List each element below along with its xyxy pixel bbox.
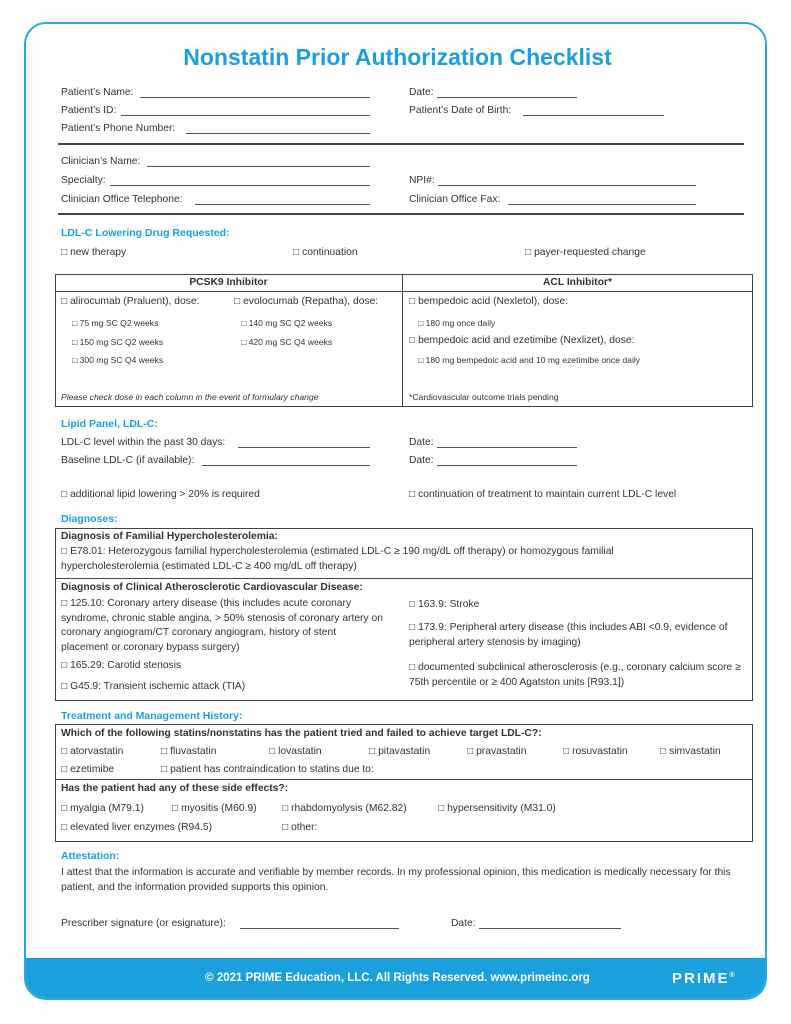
new-therapy-checkbox[interactable]: □ new therapy <box>61 247 127 258</box>
signature-date-label: Date: <box>451 918 476 929</box>
ldl-date-label: Date: <box>409 437 434 448</box>
lipid-panel-heading: Lipid Panel, LDL-C: <box>61 418 158 430</box>
fh-checkbox[interactable]: □ E78.01: Heterozygous familial hypercholesterolemia (estimated LDL-C ≥ 190 mg/dL off therapy) or homozygous familial <box>61 546 614 557</box>
npi-field[interactable] <box>438 185 696 186</box>
form-frame <box>24 22 767 1000</box>
tia-checkbox[interactable]: □ G45.9: Transient ischemic attack (TIA) <box>61 681 246 692</box>
bempedoic-checkbox[interactable]: □ bempedoic acid (Nexletol), dose: <box>409 296 569 307</box>
pcsk9-note: Please check dose in each column in the event of formulary change <box>61 392 319 402</box>
alirocumab-checkbox[interactable]: □ alirocumab (Praluent), dose: <box>61 296 200 307</box>
patient-id-label: Patient’s ID: <box>61 105 117 116</box>
treatment-heading: Treatment and Management History: <box>61 710 243 722</box>
clinician-telephone-field[interactable] <box>195 204 370 205</box>
baseline-ldl-field[interactable] <box>202 465 370 466</box>
copyright-text: © 2021 PRIME Education, LLC. All Rights Reserved. www.primeinc.org <box>205 972 590 984</box>
bempedoic-ezetimibe-checkbox[interactable]: □ bempedoic acid and ezetimibe (Nexlizet), dose: <box>409 335 635 346</box>
patient-name-label: Patient’s Name: <box>61 87 134 98</box>
side-effects-question: Has the patient had any of these side effects?: <box>61 783 289 794</box>
prime-logo <box>672 970 735 987</box>
patient-id-field[interactable] <box>121 115 370 116</box>
acl-note: *Cardiovascular outcome trials pending <box>409 392 559 402</box>
continuation-treatment-checkbox[interactable]: □ continuation of treatment to maintain current LDL-C level <box>409 489 677 500</box>
clinician-name-field[interactable] <box>147 166 370 167</box>
npi-label: NPI#: <box>409 175 435 186</box>
attestation-text: I attest that the information is accurate and verifiable by member records. In my professional opinion, this medication is medically necessary for this patient, and the information provided supports this opinion. <box>61 867 731 893</box>
logo-text: PRIME <box>672 970 730 987</box>
fluvastatin-checkbox[interactable]: □ fluvastatin <box>161 746 217 757</box>
evolocumab-140-checkbox[interactable]: □ 140 mg SC Q2 weeks <box>241 318 333 328</box>
pitavastatin-checkbox[interactable]: □ pitavastatin <box>369 746 431 757</box>
signature-date-field[interactable] <box>479 928 621 929</box>
bempedoic-180-checkbox[interactable]: □ 180 mg once daily <box>418 318 496 328</box>
simvastatin-checkbox[interactable]: □ simvastatin <box>660 746 721 757</box>
myositis-checkbox[interactable]: □ myositis (M60.9) <box>172 803 257 814</box>
clinician-telephone-label: Clinician Office Telephone: <box>61 194 183 205</box>
hypersensitivity-checkbox[interactable]: □ hypersensitivity (M31.0) <box>438 803 556 814</box>
pravastatin-checkbox[interactable]: □ pravastatin <box>467 746 527 757</box>
continuation-checkbox[interactable]: □ continuation <box>293 247 358 258</box>
alirocumab-150-checkbox[interactable]: □ 150 mg SC Q2 weeks <box>72 337 164 347</box>
lovastatin-checkbox[interactable]: □ lovastatin <box>269 746 322 757</box>
signature-label: Prescriber signature (or esignature): <box>61 918 226 929</box>
contraindication-checkbox[interactable]: □ patient has contraindication to statins due to: <box>161 764 374 775</box>
specialty-label: Specialty: <box>61 175 106 186</box>
ascvd-title: Diagnosis of Clinical Atherosclerotic Cardiovascular Disease: <box>61 582 363 593</box>
signature-field[interactable] <box>240 928 399 929</box>
baseline-ldl-label: Baseline LDL-C (if available): <box>61 455 195 466</box>
ldl-date-field[interactable] <box>437 447 577 448</box>
footer-bar <box>26 958 767 1000</box>
statin-question: Which of the following statins/nonstatins has the patient tried and failed to achieve target LDL-C?: <box>61 728 542 739</box>
additional-lowering-checkbox[interactable]: □ additional lipid lowering > 20% is required <box>61 489 260 500</box>
drug-requested-heading: LDL-C Lowering Drug Requested: <box>61 227 230 239</box>
carotid-checkbox[interactable]: □ 165.29: Carotid stenosis <box>61 660 182 671</box>
ldl-30-label: LDL-C level within the past 30 days: <box>61 437 226 448</box>
patient-dob-label: Patient’s Date of Birth: <box>409 105 512 116</box>
pad-checkbox[interactable]: □ 173.9: Peripheral artery disease (this includes ABI <0.9, evidence of peripheral artery stenosis by imaging) <box>409 622 728 648</box>
stroke-checkbox[interactable]: □ 163.9: Stroke <box>409 599 480 610</box>
liver-enzymes-checkbox[interactable]: □ elevated liver enzymes (R94.5) <box>61 822 213 833</box>
patient-phone-field[interactable] <box>186 133 370 134</box>
alirocumab-75-checkbox[interactable]: □ 75 mg SC Q2 weeks <box>72 318 159 328</box>
fh-title: Diagnosis of Familial Hypercholesterolemia: <box>61 531 278 542</box>
attestation-heading: Attestation: <box>61 850 120 862</box>
section-divider <box>58 213 744 215</box>
fh-text-line2: hypercholesterolemia (estimated LDL-C ≥ 400 mg/dL off therapy) <box>61 561 357 572</box>
pcsk9-header: PCSK9 Inhibitor <box>189 277 268 288</box>
section-divider <box>58 143 744 145</box>
clinician-fax-field[interactable] <box>508 204 696 205</box>
patient-phone-label: Patient’s Phone Number: <box>61 123 176 134</box>
bempedoic-ezetimibe-dose-checkbox[interactable]: □ 180 mg bempedoic acid and 10 mg ezetimibe once daily <box>418 355 641 365</box>
myalgia-checkbox[interactable]: □ myalgia (M79.1) <box>61 803 144 814</box>
patient-date-label: Date: <box>409 87 434 98</box>
rosuvastatin-checkbox[interactable]: □ rosuvastatin <box>563 746 628 757</box>
ldl-30-field[interactable] <box>238 447 370 448</box>
patient-dob-field[interactable] <box>523 115 664 116</box>
page-title: Nonstatin Prior Authorization Checklist <box>183 44 612 70</box>
payer-change-checkbox[interactable]: □ payer-requested change <box>525 247 646 258</box>
baseline-date-label: Date: <box>409 455 434 466</box>
alirocumab-300-checkbox[interactable]: □ 300 mg SC Q4 weeks <box>72 355 164 365</box>
patient-name-field[interactable] <box>140 97 370 98</box>
cad-checkbox[interactable]: □ 125.10: Coronary artery disease (this includes acute coronary syndrome, chronic stable angina, > 50% stenosis of coronary artery on coronary angiogram/CT coronary angiogram, history of stent placement or coronary bypass surgery) <box>61 598 383 653</box>
subclinical-checkbox[interactable]: □ documented subclinical atherosclerosis (e.g., coronary calcium score ≥ 75th percentile or ≥ 400 Agatston units [R93.1]) <box>409 662 741 688</box>
table-rule <box>55 779 753 780</box>
baseline-date-field[interactable] <box>437 465 577 466</box>
rhabdomyolysis-checkbox[interactable]: □ rhabdomyolysis (M62.82) <box>282 803 407 814</box>
table-rule <box>55 578 753 579</box>
patient-date-field[interactable] <box>437 97 577 98</box>
other-checkbox[interactable]: □ other: <box>282 822 318 833</box>
atorvastatin-checkbox[interactable]: □ atorvastatin <box>61 746 124 757</box>
evolocumab-checkbox[interactable]: □ evolocumab (Repatha), dose: <box>234 296 379 307</box>
specialty-field[interactable] <box>110 185 370 186</box>
evolocumab-420-checkbox[interactable]: □ 420 mg SC Q4 weeks <box>241 337 333 347</box>
table-rule <box>402 274 403 407</box>
table-rule <box>55 291 753 292</box>
acl-header: ACL Inhibitor* <box>542 277 613 288</box>
diagnoses-heading: Diagnoses: <box>61 513 118 525</box>
registered-mark: ® <box>729 972 735 979</box>
ezetimibe-checkbox[interactable]: □ ezetimibe <box>61 764 115 775</box>
clinician-fax-label: Clinician Office Fax: <box>409 194 501 205</box>
clinician-name-label: Clinician’s Name: <box>61 156 141 167</box>
